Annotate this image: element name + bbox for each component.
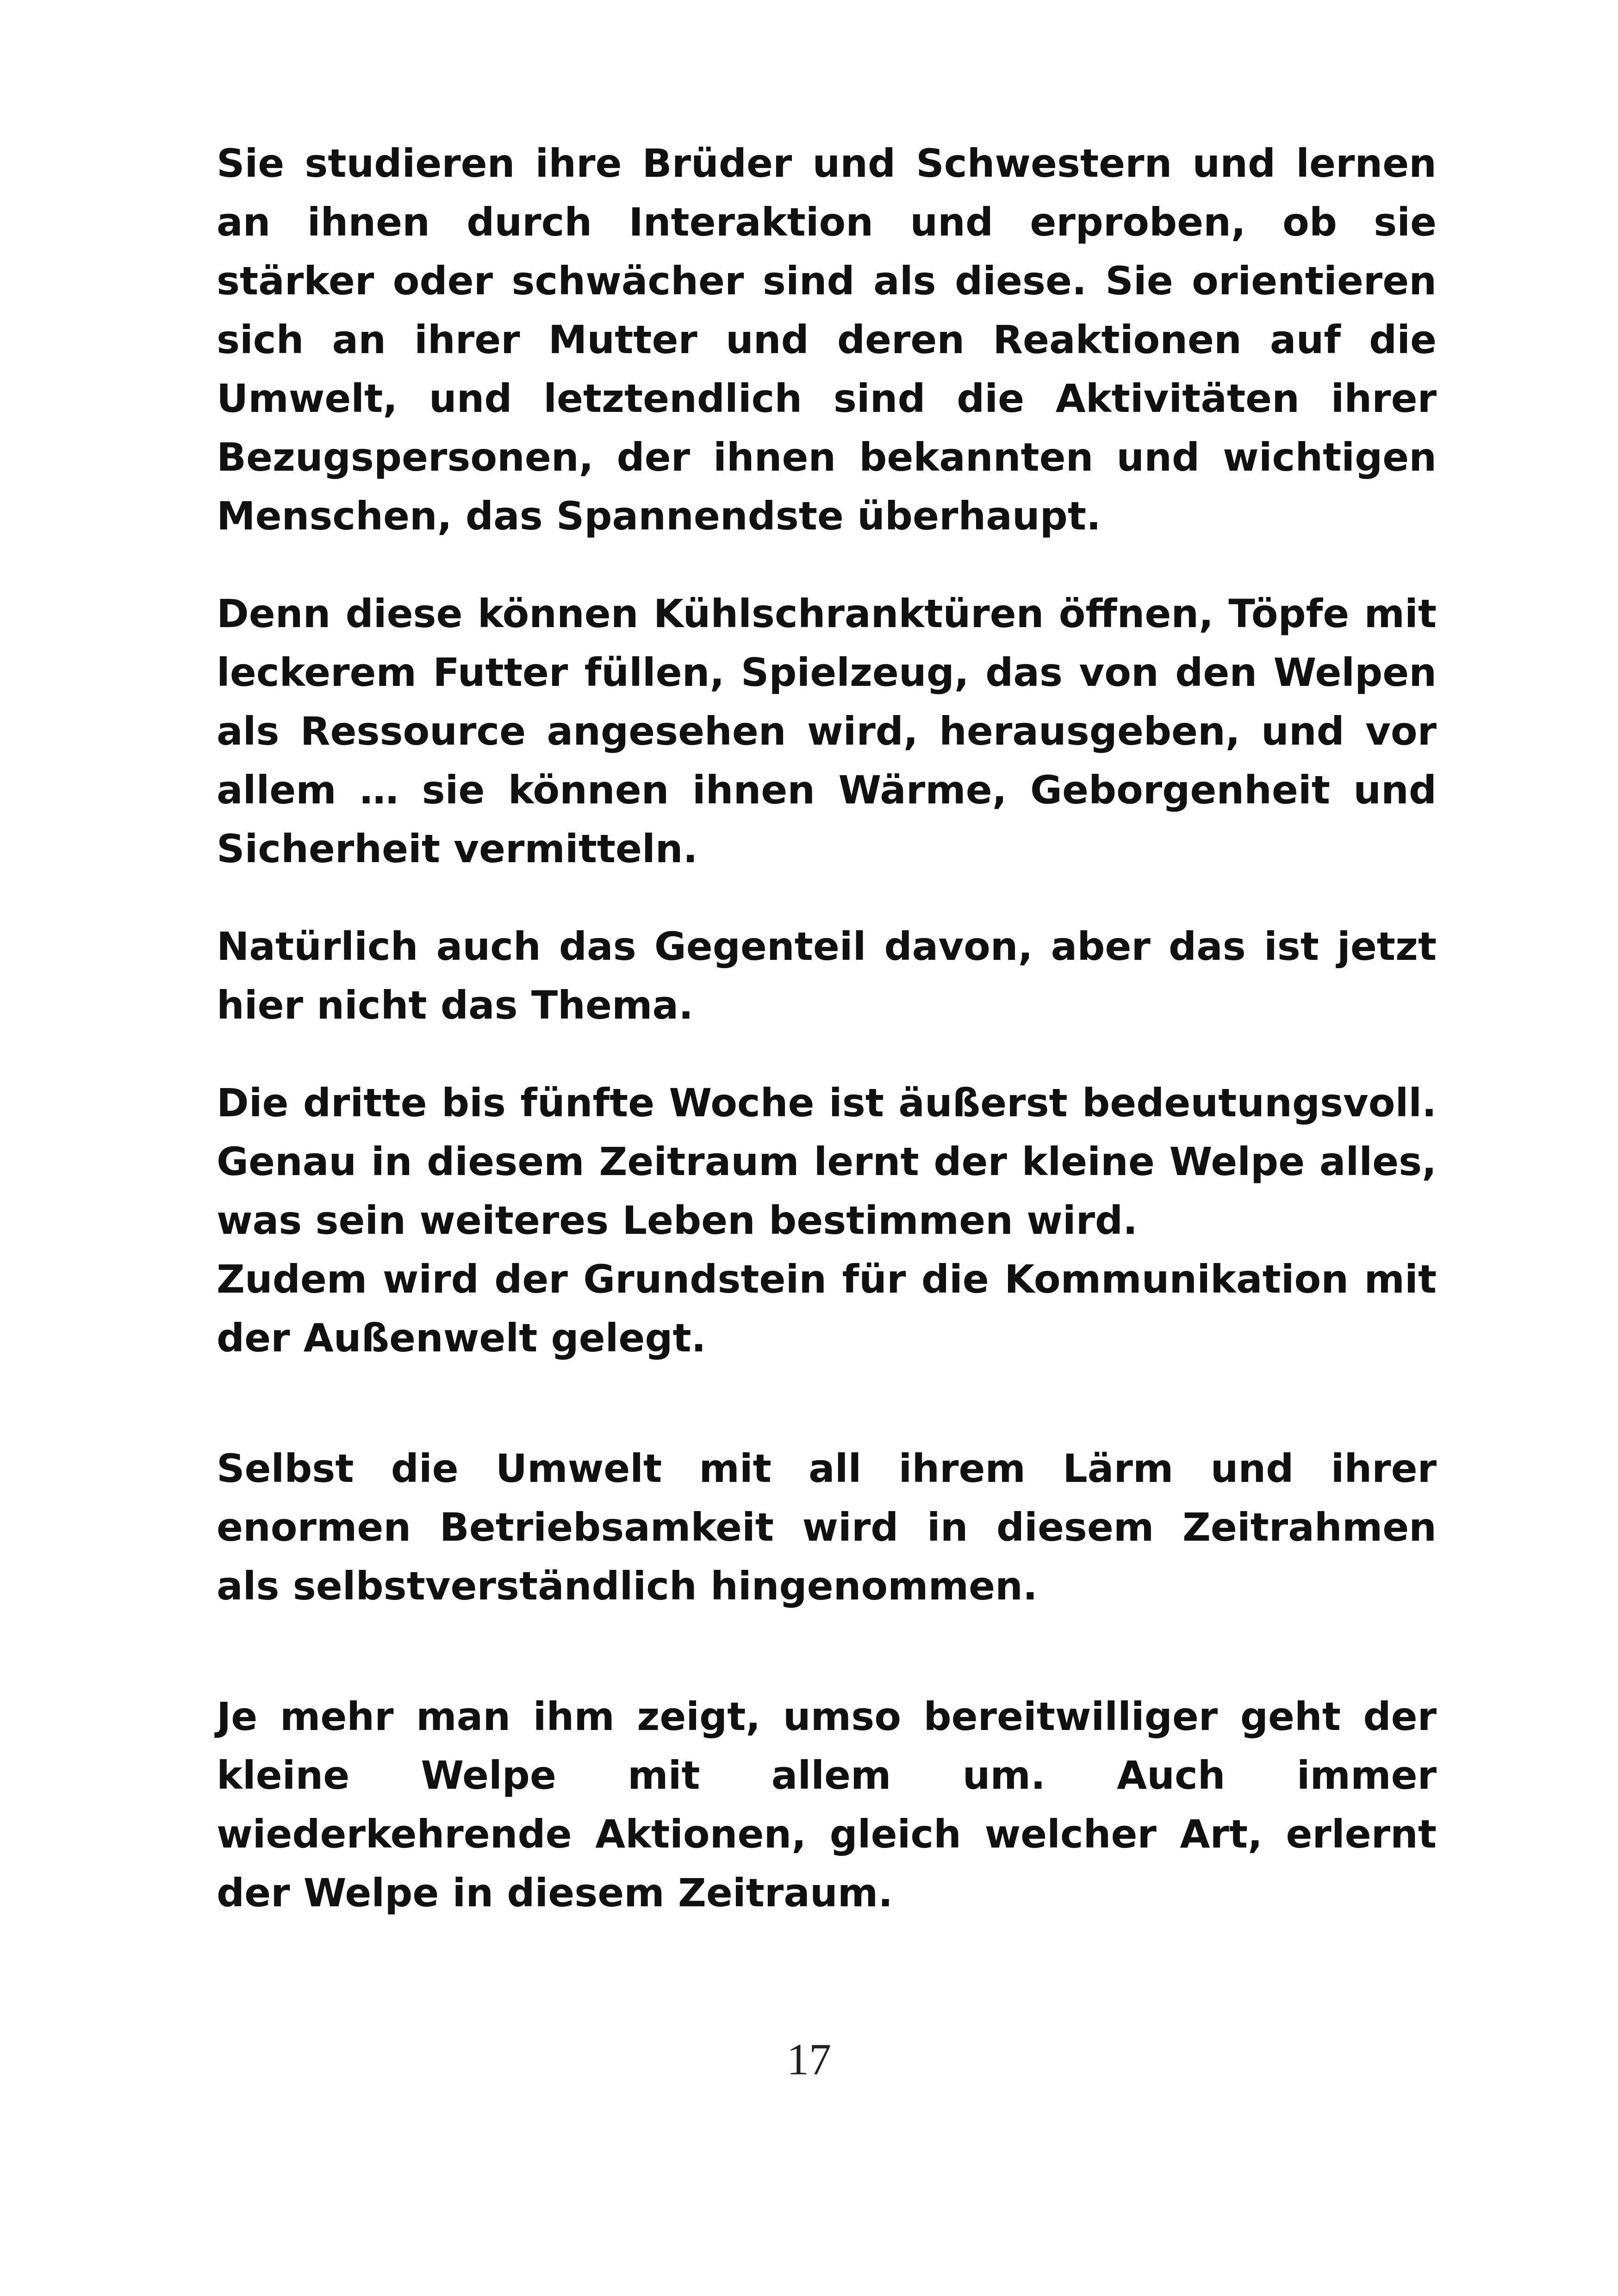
paragraph-communication: Zudem wird der Grundstein für die Kommunikation mit der Außenwelt gelegt. — [217, 1257, 1437, 1361]
paragraph-environment: Selbst die Umwelt mit all ihrem Lärm und ihrer enormen Betriebsamkeit wird in diesem Zeitrahmen als selbstverständlich hingenommen. — [217, 1446, 1437, 1609]
paragraph-weeks-three-to-five: Die dritte bis fünfte Woche ist äußerst bedeutungsvoll. Genau in diesem Zeitraum lernt der kleine Welpe alles, was sein weiteres Leben bestimmen wird. — [217, 1080, 1437, 1243]
paragraph-siblings: Sie studieren ihre Brüder und Schwestern und lernen an ihnen durch Interaktion und erproben, ob sie stärker oder schwächer sind als diese. Sie orientieren sich an ihrer Mutter und deren Reaktionen auf die Umwelt, und letztendlich sind die Aktivitäten ihrer Bezugspersonen, der ihnen bekannten und wichtigen Menschen, das Spannendste überhaupt. — [217, 141, 1437, 539]
paragraph-repetition: Je mehr man ihm zeigt, umso bereitwilliger geht der kleine Welpe mit allem um. Auch immer wiederkehrende Aktionen, gleich welcher Art, erlernt der Welpe in diesem Zeitraum. — [217, 1694, 1437, 1916]
page-number: 17 — [787, 2035, 831, 2084]
page-body — [217, 134, 1437, 1923]
paragraph-people-abilities: Denn diese können Kühlschranktüren öffnen, Töpfe mit leckerem Futter füllen, Spielzeug, das von den Welpen als Ressource angesehen wird, herausgeben, und vor allem … sie können ihnen Wärme, Geborgenheit und Sicherheit vermitteln. — [217, 591, 1437, 871]
paragraph-opposite: Natürlich auch das Gegenteil davon, aber das ist jetzt hier nicht das Thema. — [217, 924, 1437, 1028]
